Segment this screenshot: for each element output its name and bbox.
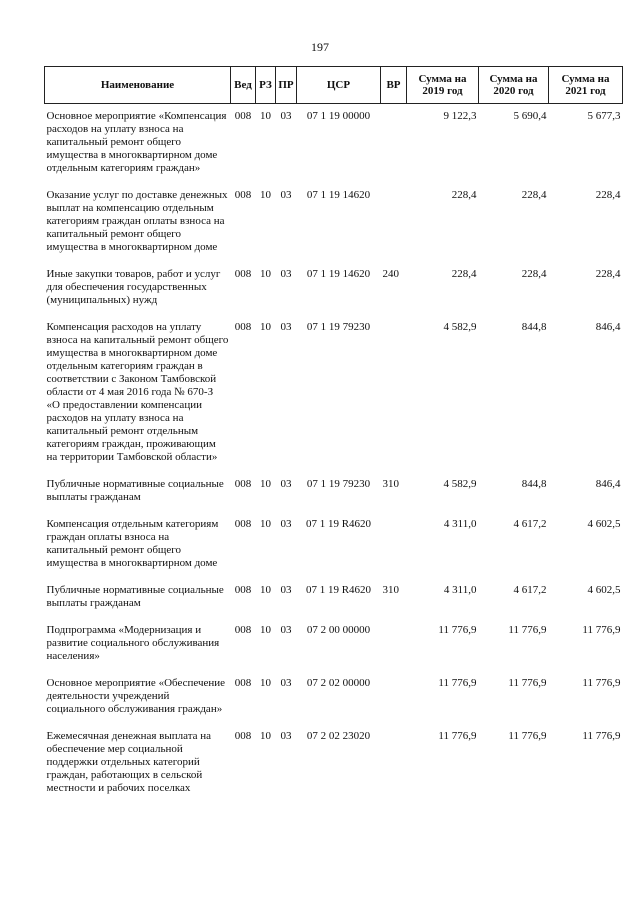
cell-sum-2021: 11 776,9 — [582, 730, 621, 742]
table-body — [45, 104, 623, 804]
cell-csr: 07 2 00 00000 — [306, 624, 371, 636]
header-vr: ВР — [381, 67, 407, 104]
cell-sum-2019: 11 776,9 — [438, 624, 477, 636]
cell-vr: 310 — [382, 478, 399, 490]
table-row — [45, 315, 623, 472]
cell-sum-2019: 4 582,9 — [443, 478, 477, 490]
cell-ved: 008 — [234, 268, 252, 280]
cell-rz: 10 — [260, 624, 271, 636]
table-row — [45, 618, 623, 671]
cell-csr: 07 2 02 00000 — [306, 677, 371, 689]
cell-pr: 03 — [280, 110, 292, 122]
cell-csr: 07 2 02 23020 — [306, 730, 371, 742]
cell-ved: 008 — [234, 189, 252, 201]
cell-rz: 10 — [260, 268, 271, 280]
cell-rz: 10 — [260, 189, 271, 201]
cell-name: Компенсация расходов на уплату взноса на капитальный ремонт общего имущества в многоквартирном доме отдельным категориям граждан в соответствии с Законом Тамбовской области от 4 мая 2016 года № 670-З «О предоставлении компенсации расходов на уплату взноса на капитальный ремонт отдельным категориям граждан, проживающим на территории Тамбовской области» — [46, 321, 229, 463]
cell-sum-2021: 5 677,3 — [587, 110, 621, 122]
header-rz: РЗ — [256, 67, 276, 104]
cell-sum-2021: 846,4 — [595, 321, 621, 333]
cell-name: Подпрограмма «Модернизация и развитие социального обслуживания населения» — [46, 624, 220, 662]
cell-sum-2019: 11 776,9 — [438, 730, 477, 742]
cell-sum-2021: 846,4 — [595, 478, 621, 490]
cell-sum-2020: 11 776,9 — [508, 624, 547, 636]
cell-csr: 07 1 19 79230 — [306, 321, 371, 333]
cell-csr: 07 1 19 79230 — [306, 478, 371, 490]
cell-sum-2020: 11 776,9 — [508, 730, 547, 742]
cell-ved: 008 — [234, 321, 252, 333]
cell-sum-2021: 11 776,9 — [582, 677, 621, 689]
cell-sum-2019: 228,4 — [451, 189, 477, 201]
cell-vr: 240 — [382, 268, 399, 280]
cell-rz: 10 — [260, 478, 271, 490]
cell-vr — [381, 671, 407, 724]
cell-vr — [381, 104, 407, 184]
cell-sum-2021: 4 602,5 — [587, 584, 621, 596]
cell-csr: 07 1 19 R4620 — [305, 518, 372, 530]
cell-sum-2020: 4 617,2 — [513, 518, 547, 530]
cell-sum-2020: 5 690,4 — [513, 110, 547, 122]
cell-name: Иные закупки товаров, работ и услуг для обеспечения государственных (муниципальных) нужд — [46, 268, 221, 306]
table-row — [45, 472, 623, 512]
cell-csr: 07 1 19 00000 — [306, 110, 371, 122]
cell-pr: 03 — [280, 268, 292, 280]
cell-sum-2020: 844,8 — [521, 478, 547, 490]
budget-table — [44, 66, 623, 803]
cell-name: Оказание услуг по доставке денежных выплат на компенсацию отдельным категориям граждан оплаты взноса на капитальный ремонт общего имущества в многоквартирном доме — [46, 189, 228, 253]
cell-sum-2019: 9 122,3 — [443, 110, 477, 122]
cell-pr: 03 — [280, 584, 292, 596]
cell-sum-2020: 844,8 — [521, 321, 547, 333]
table-row — [45, 512, 623, 578]
table-row — [45, 671, 623, 724]
cell-csr: 07 1 19 14620 — [306, 189, 371, 201]
cell-vr — [381, 724, 407, 803]
cell-ved: 008 — [234, 110, 252, 122]
header-sum-2021: Сумма на 2021 год — [549, 67, 623, 104]
cell-name: Основное мероприятие «Обеспечение деятельности учреждений социального обслуживания граждан» — [46, 677, 226, 715]
cell-sum-2021: 4 602,5 — [587, 518, 621, 530]
cell-pr: 03 — [280, 189, 292, 201]
table-row — [45, 724, 623, 803]
cell-pr: 03 — [280, 677, 292, 689]
header-name: Наименование — [45, 67, 231, 104]
cell-vr — [381, 183, 407, 262]
cell-rz: 10 — [260, 584, 271, 596]
cell-ved: 008 — [234, 584, 252, 596]
cell-ved: 008 — [234, 624, 252, 636]
cell-sum-2020: 4 617,2 — [513, 584, 547, 596]
cell-ved: 008 — [234, 518, 252, 530]
cell-vr — [381, 618, 407, 671]
cell-ved: 008 — [234, 677, 252, 689]
cell-name: Публичные нормативные социальные выплаты гражданам — [46, 584, 224, 609]
cell-rz: 10 — [260, 321, 271, 333]
cell-sum-2019: 4 311,0 — [443, 584, 477, 596]
cell-pr: 03 — [280, 518, 292, 530]
table-row — [45, 262, 623, 315]
cell-rz: 10 — [260, 110, 271, 122]
cell-pr: 03 — [280, 624, 292, 636]
cell-name: Компенсация отдельным категориям граждан оплаты взноса на капитальный ремонт общего имущества в многоквартирном доме — [46, 518, 219, 569]
cell-sum-2019: 4 582,9 — [443, 321, 477, 333]
page-number: 197 — [311, 40, 329, 54]
cell-sum-2020: 11 776,9 — [508, 677, 547, 689]
cell-sum-2019: 11 776,9 — [438, 677, 477, 689]
cell-rz: 10 — [260, 677, 271, 689]
header-sum-2020: Сумма на 2020 год — [479, 67, 549, 104]
cell-rz: 10 — [260, 730, 271, 742]
cell-ved: 008 — [234, 478, 252, 490]
cell-sum-2019: 4 311,0 — [443, 518, 477, 530]
table-row — [45, 578, 623, 618]
cell-sum-2021: 228,4 — [595, 268, 621, 280]
cell-pr: 03 — [280, 730, 292, 742]
cell-vr: 310 — [382, 584, 399, 596]
cell-sum-2020: 228,4 — [521, 268, 547, 280]
header-pr: ПР — [276, 67, 297, 104]
cell-sum-2019: 228,4 — [451, 268, 477, 280]
cell-name: Основное мероприятие «Компенсация расходов на уплату взноса на капитальный ремонт общего имущества в многоквартирном доме отдельным категориям граждан» — [46, 110, 227, 174]
cell-ved: 008 — [234, 730, 252, 742]
header-sum-2019: Сумма на 2019 год — [407, 67, 479, 104]
cell-pr: 03 — [280, 321, 292, 333]
cell-name: Публичные нормативные социальные выплаты гражданам — [46, 478, 224, 503]
table-row — [45, 183, 623, 262]
table-header-row — [45, 67, 623, 104]
cell-pr: 03 — [280, 478, 292, 490]
cell-vr — [381, 315, 407, 472]
header-csr: ЦСР — [297, 67, 381, 104]
cell-csr: 07 1 19 R4620 — [305, 584, 372, 596]
cell-sum-2021: 228,4 — [595, 189, 621, 201]
header-ved: Вед — [231, 67, 256, 104]
cell-vr — [381, 512, 407, 578]
cell-sum-2021: 11 776,9 — [582, 624, 621, 636]
cell-sum-2020: 228,4 — [521, 189, 547, 201]
cell-rz: 10 — [260, 518, 271, 530]
table-row — [45, 104, 623, 184]
cell-name: Ежемесячная денежная выплата на обеспечение мер социальной поддержки отдельных категорий граждан, работающих в сельской местности и рабочих поселках — [46, 730, 212, 794]
cell-csr: 07 1 19 14620 — [306, 268, 371, 280]
